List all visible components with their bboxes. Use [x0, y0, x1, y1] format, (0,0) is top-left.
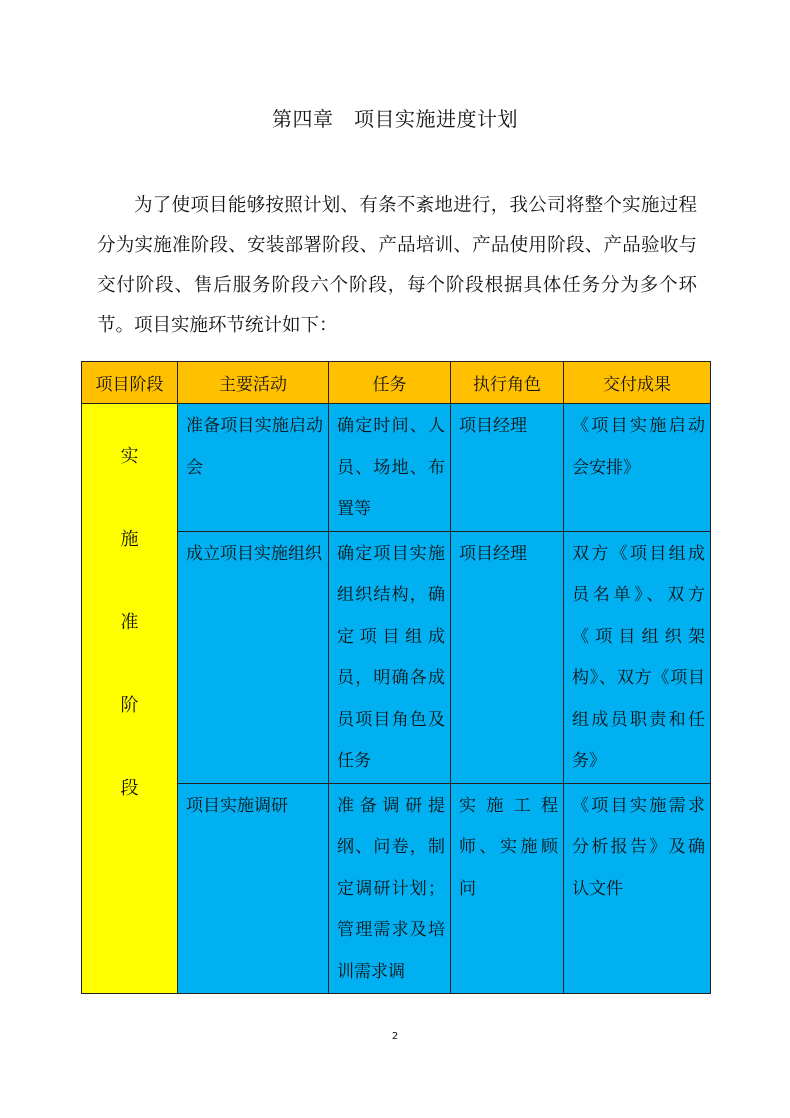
task-cell: 确定项目实施组织结构，确定项目组成员，明确各成员项目角色及任务 [329, 531, 451, 783]
header-role: 执行角色 [451, 362, 564, 404]
role-cell: 项目经理 [451, 404, 564, 532]
deliverable-cell: 双方《项目组成员名单》、双方《项目组织架构》、双方《项目组成员职责和任务》 [564, 531, 711, 783]
activity-cell: 项目实施调研 [178, 783, 329, 994]
role-cell: 项目经理 [451, 531, 564, 783]
activity-cell: 成立项目实施组织 [178, 531, 329, 783]
deliverable-cell: 《项目实施启动会安排》 [564, 404, 711, 532]
task-cell: 确定时间、人员、场地、布置等 [329, 404, 451, 532]
header-activity: 主要活动 [178, 362, 329, 404]
stage-char: 阶 [120, 695, 139, 716]
deliverable-cell: 《项目实施需求分析报告》及确认文件 [564, 783, 711, 994]
header-deliverable: 交付成果 [564, 362, 711, 404]
stage-char: 段 [120, 778, 139, 799]
stage-char: 施 [120, 529, 139, 550]
stage-cell [82, 404, 178, 994]
activity-cell: 准备项目实施启动会 [178, 404, 329, 532]
role-cell: 实施工程师、实施顾问 [451, 783, 564, 994]
page-number: 2 [391, 1031, 399, 1042]
implementation-table [81, 361, 711, 994]
table-row [82, 404, 711, 532]
task-cell: 准备调研提纲、问卷，制定调研计划；管理需求及培训需求调 [329, 783, 451, 994]
intro-paragraph: 为了使项目能够按照计划、有条不紊地进行，我公司将整个实施过程分为实施准阶段、安装部署阶段、产品培训、产品使用阶段、产品验收与交付阶段、售后服务阶段六个阶段，每个阶段根据具体任务分为多个环节。项目实施环节统计如下： [97, 195, 697, 336]
table-header-row [82, 362, 711, 404]
stage-char: 实 [120, 446, 139, 467]
header-task: 任务 [329, 362, 451, 404]
stage-char: 准 [120, 612, 139, 633]
header-stage: 项目阶段 [82, 362, 178, 404]
chapter-title: 第四章 项目实施进度计划 [272, 107, 518, 131]
